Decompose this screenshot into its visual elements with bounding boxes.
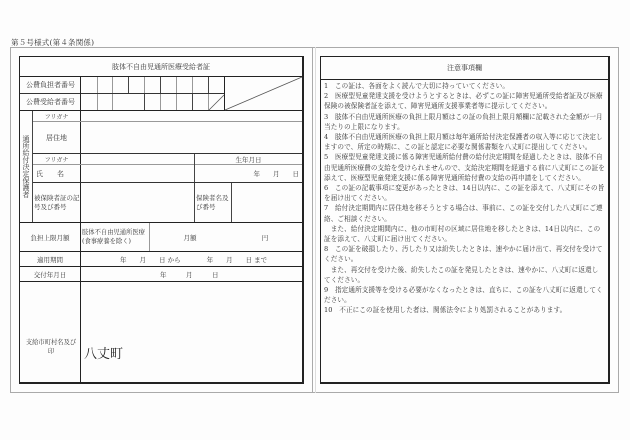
address-field[interactable] (82, 122, 302, 153)
furigana-label-name: フリガナ (44, 156, 69, 164)
municipality-name: 八丈町 (84, 346, 124, 362)
note-item: また、給付決定期間内に、他の市町村の区域に居住地を移したときは、14日以内に、この証を添えて、八丈町に届け出てください。 (324, 224, 601, 244)
limit-description: 肢体不自由児通所医療(食事療養を除く) (82, 229, 145, 245)
note-item: 7 給付決定期間内に居住地を移そうとする場合は、事前に、この証を交付した八丈町にご連絡、ご相談ください。 (324, 204, 603, 223)
note-item: 8 この証を破損したり、汚したり又は紛失したときは、速やかに届け出て、再交付を受けてください。 (324, 245, 603, 264)
limit-monthly-label: 月額 (183, 233, 197, 242)
birthdate-label: 生年月日 (235, 155, 262, 164)
notes-table (320, 56, 610, 384)
name-label: 氏 名 (36, 169, 64, 178)
note-item: 4 肢体不自由児通所医療の負担上限月額は毎年通所給付決定保護者の収入等に応じて決定しますので、所定の時期に、この証と認定に必要な関係書類を八丈町に提出してください。 (324, 133, 603, 152)
recipient-number-label: 公費受給者番号 (26, 98, 75, 106)
limit-yen-label: 円 (261, 233, 269, 242)
form-caption: 第５号様式(第４条関係) (11, 38, 95, 47)
page-divider (312, 47, 316, 393)
issue-date-field[interactable]: 年 月 日 (160, 270, 219, 279)
certificate-title: 肢体不自由児通所医療受給者証 (112, 63, 210, 71)
notes-list (324, 81, 605, 316)
municipality-label: 支給市町村名及び 印 (25, 339, 83, 355)
period-field[interactable]: 年 月 日 から 年 月 日 まで (120, 255, 268, 264)
name-field[interactable] (82, 165, 192, 182)
diagonal-strike-lines (20, 57, 303, 117)
note-item: 5 医療型児童発達支援に係る障害児通所給付費の給付決定期間を経過したときは、肢体不自由児通所医療費の支給を受けられませんので、支給決定期間を経過する前に八丈町にこの証を添えて、医療型児童発達支援に係る障害児通所給付費の支給の再申請をしてください。 (324, 153, 606, 182)
address-label: 居住地 (46, 133, 67, 142)
note-item: 6 この証の記載事項に変更があったときは、14日以内に、この証を添えて、八丈町にその旨を届け出てください。 (324, 184, 605, 203)
insurer-label: 保険者名及び番号 (196, 193, 229, 211)
limit-label: 負担上限月額 (30, 233, 70, 242)
furigana-address-field[interactable] (82, 111, 302, 121)
note-item: また、再交付を受けた後、紛失したこの証を発見したときは、速やかに、八丈町に返還してください。 (324, 265, 599, 284)
note-item: 3 肢体不自由児通所医療の負担上限月額はこの証の負担上限月額欄に記載された金額が一月当たりの上限になります。 (324, 112, 603, 131)
note-item: 10 不正にこの証を使用した者は、関係法令により処罰されることがあります。 (324, 306, 567, 315)
notes-title: 注意事項欄 (321, 57, 608, 80)
note-item: 1 この証は、各面をよく読んで大切に持っていてください。 (324, 82, 510, 90)
birthdate-field[interactable]: 年 月 日 (253, 170, 299, 178)
certificate-table (19, 56, 304, 384)
note-item: 2 医療型児童発達支援を受けようとするときは、必ずこの証に障害児通所受給者証及び医療保険の被保険者証を添えて、障害児通所支援事業者等に提示してください。 (324, 92, 603, 111)
period-label: 適用期間 (37, 255, 63, 264)
issue-date-label: 交付年月日 (33, 270, 67, 279)
insurer-field[interactable] (233, 183, 302, 222)
payer-number-label: 公費負担者番号 (26, 81, 75, 89)
furigana-label-address: フリガナ (44, 113, 69, 121)
insurance-card-field[interactable] (82, 183, 192, 222)
note-item: 9 指定通所支援等を受ける必要がなくなったときは、直ちに、この証を八丈町に返還してください。 (324, 286, 603, 305)
guardian-section-label: 通所給付決定保護者 (22, 135, 30, 198)
insurance-card-label: 被保険者証の記号及び番号 (34, 193, 80, 211)
